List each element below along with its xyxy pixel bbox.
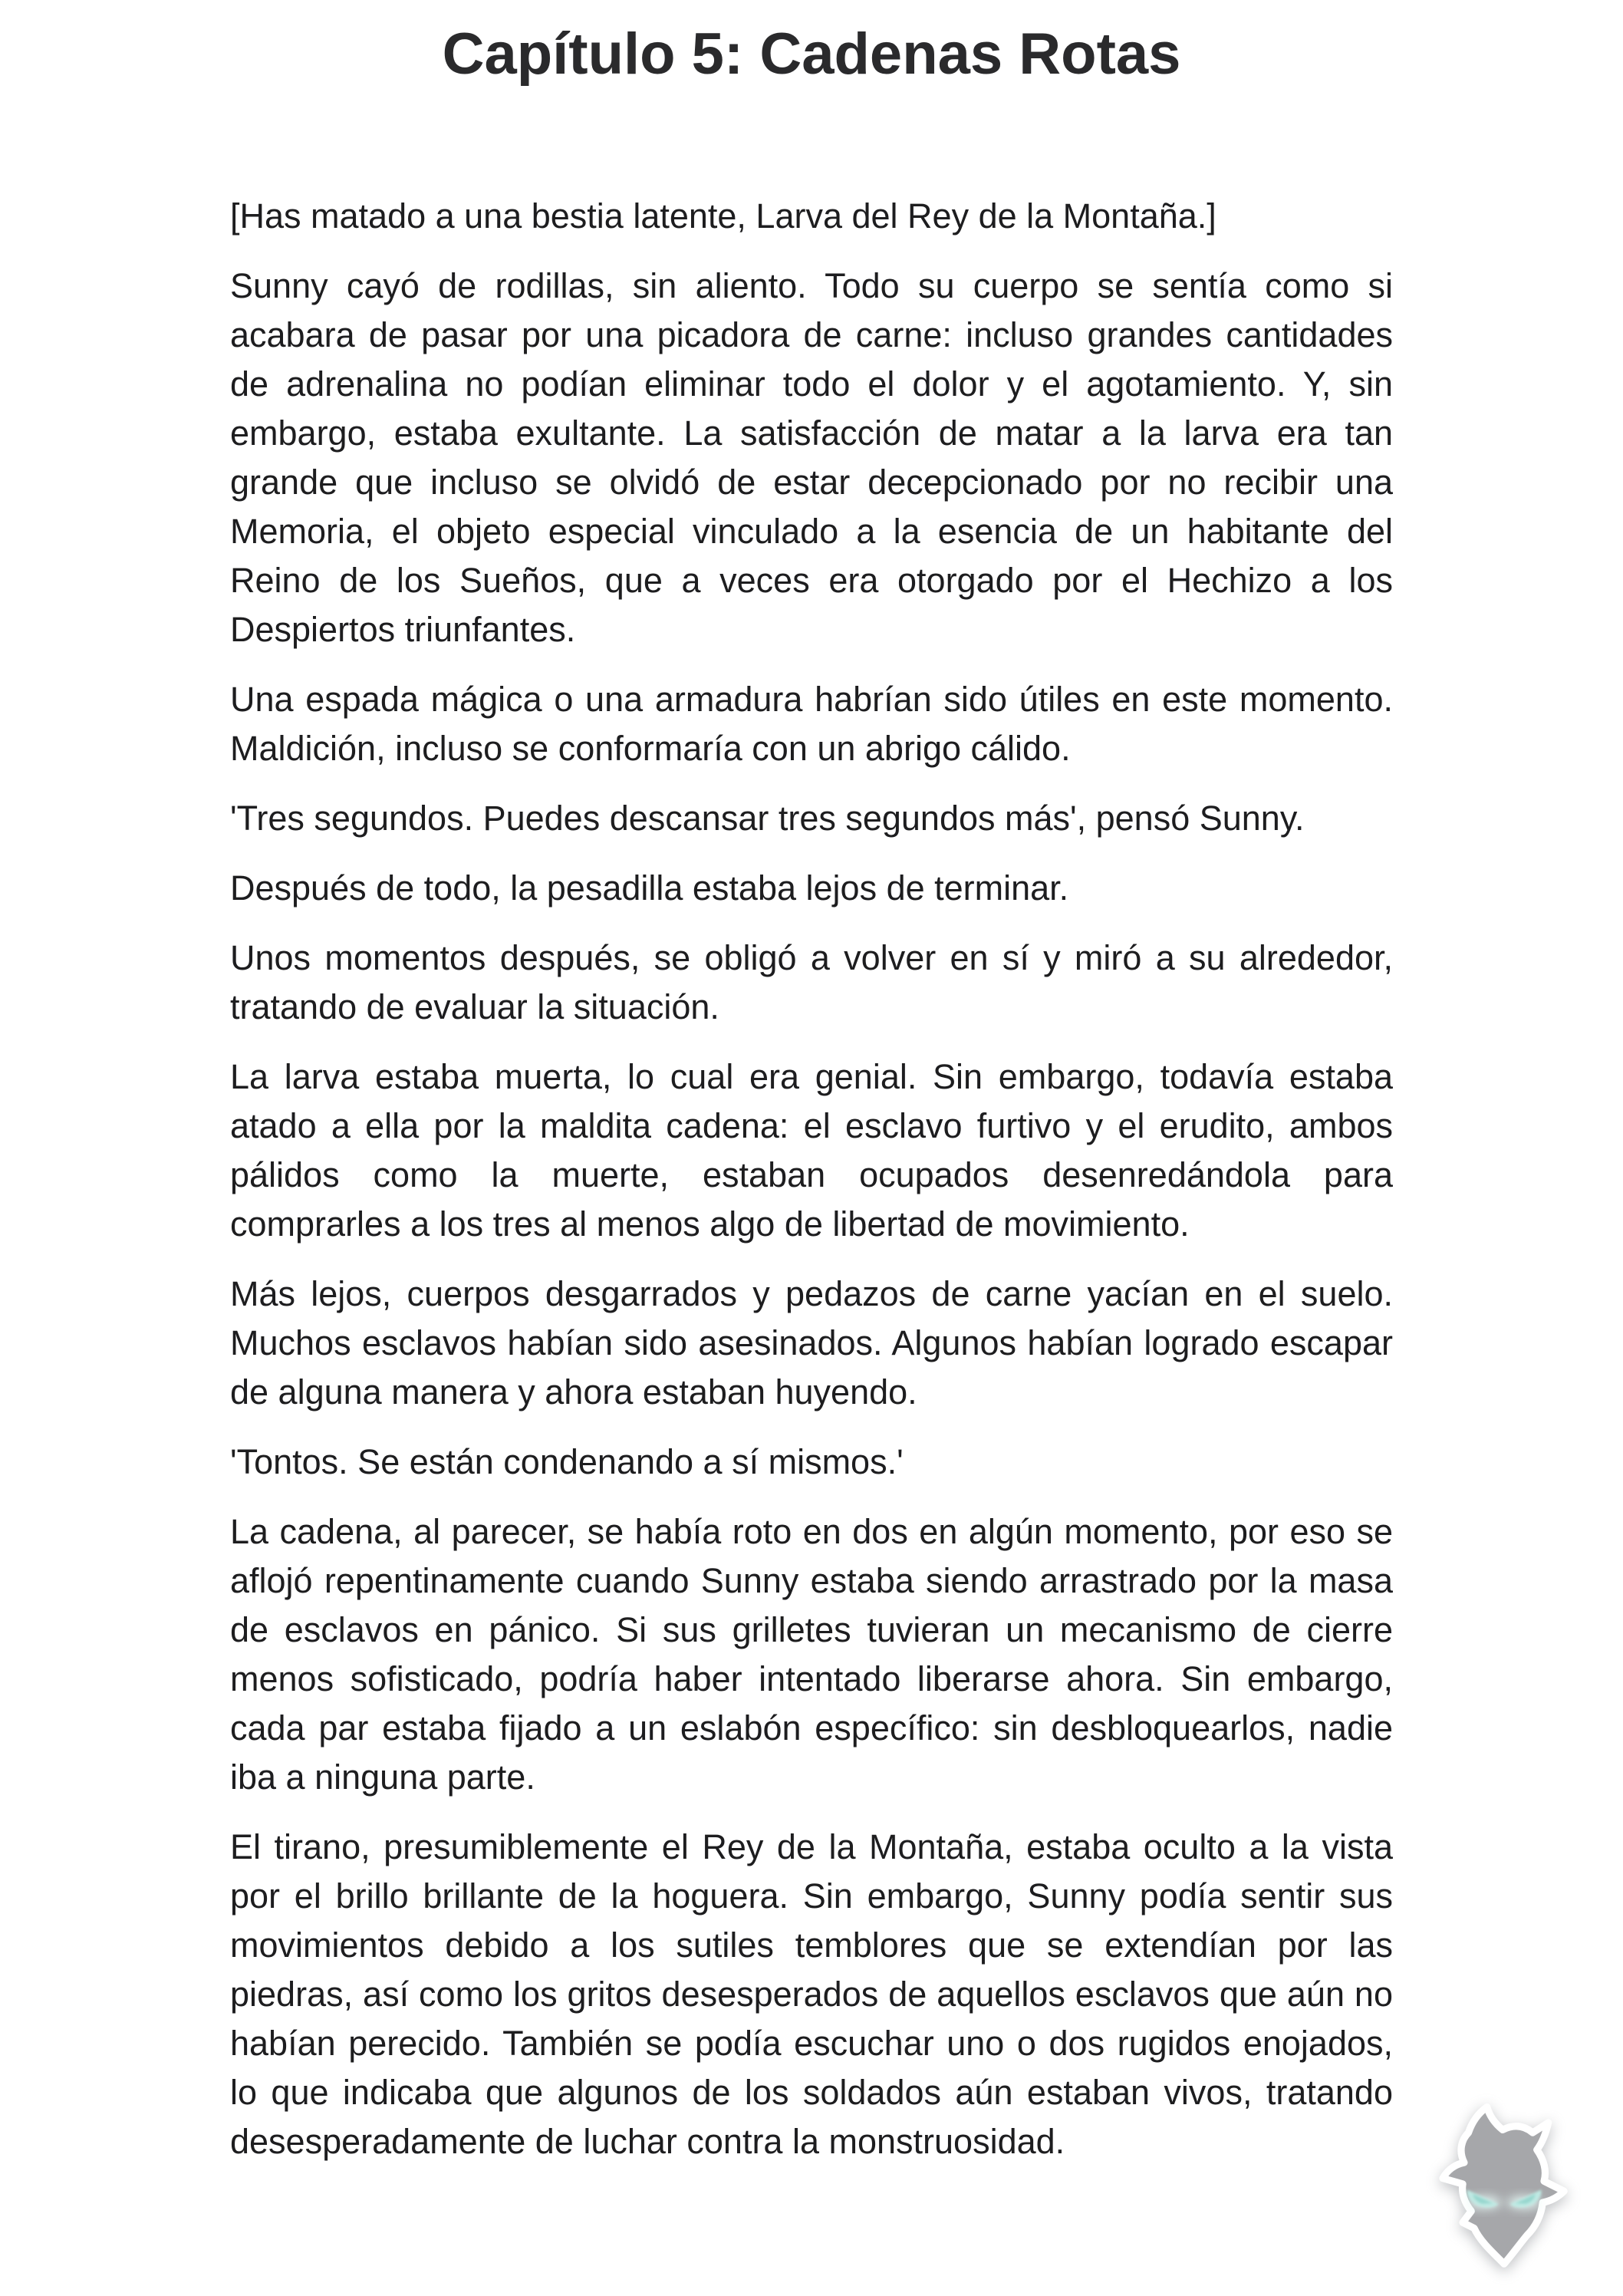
paragraph: 'Tres segundos. Puedes descansar tres segundos más', pensó Sunny. [230, 799, 1305, 838]
demon-head-shape [1443, 2107, 1564, 2265]
paragraph: [Has matado a una bestia latente, Larva del Rey de la Montaña.] [230, 196, 1216, 236]
chapter-title: Capítulo 5: Cadenas Rotas [442, 21, 1181, 87]
paragraph: 'Tontos. Se están condenando a sí mismos.' [230, 1442, 904, 1481]
paragraph: Sunny cayó de rodillas, sin aliento. Todo su cuerpo se sentía como si acabara de pasar por una picadora de carne: incluso grandes cantidades de adrenalina no podían eliminar todo el dolor y el agotamiento. Y, sin embargo, estaba exultante. La satisfacción de matar a la larva era tan grande que incluso se olvidó de estar decepcionado por no recibir una Memoria, el objeto especial vinculado a la esencia de un habitante del Reino de los Sueños, que a veces era otorgado por el Hechizo a los Despiertos triunfantes. [230, 266, 1393, 649]
paragraph: Una espada mágica o una armadura habrían sido útiles en este momento. Maldición, incluso se conformaría con un abrigo cálido. [230, 680, 1393, 768]
paragraph: La larva estaba muerta, lo cual era genial. Sin embargo, todavía estaba atado a ella por la maldita cadena: el esclavo furtivo y el erudito, ambos pálidos como la muerte, estaban ocupados desenredándola para comprarles a los tres al menos algo de libertad de movimiento. [230, 1057, 1393, 1244]
paragraph: Unos momentos después, se obligó a volver en sí y miró a su alrededor, tratando de evaluar la situación. [230, 938, 1393, 1026]
paragraph: El tirano, presumiblemente el Rey de la Montaña, estaba oculto a la vista por el brillo brillante de la hoguera. Sin embargo, Sunny podía sentir sus movimientos debido a los sutiles temblores que se extendían por las piedras, así como los gritos desesperados de aquellos esclavos que aún no habían perecido. También se podía escuchar uno o dos rugidos enojados, lo que indicaba que algunos de los soldados aún estaban vivos, tratando desesperadamente de luchar contra la monstruosidad. [230, 1827, 1393, 2161]
paragraph: La cadena, al parecer, se había roto en dos en algún momento, por eso se aflojó repentinamente cuando Sunny estaba siendo arrastrado por la masa de esclavos en pánico. Si sus grilletes tuvieran un mecanismo de cierre menos sofisticado, podría haber intentado liberarse ahora. Sin embargo, cada par estaba fijado a un eslabón específico: sin desbloquearlos, nadie iba a ninguna parte. [230, 1512, 1393, 1797]
paragraph: Más lejos, cuerpos desgarrados y pedazos de carne yacían en el suelo. Muchos esclavos habían sido asesinados. Algunos habían logrado escapar de alguna manera y ahora estaban huyendo. [230, 1274, 1393, 1412]
demon-head-icon [1433, 2097, 1575, 2271]
chapter-body [230, 192, 1393, 2187]
paragraph: Después de todo, la pesadilla estaba lejos de terminar. [230, 868, 1069, 908]
translator-watermark [1433, 2097, 1575, 2271]
